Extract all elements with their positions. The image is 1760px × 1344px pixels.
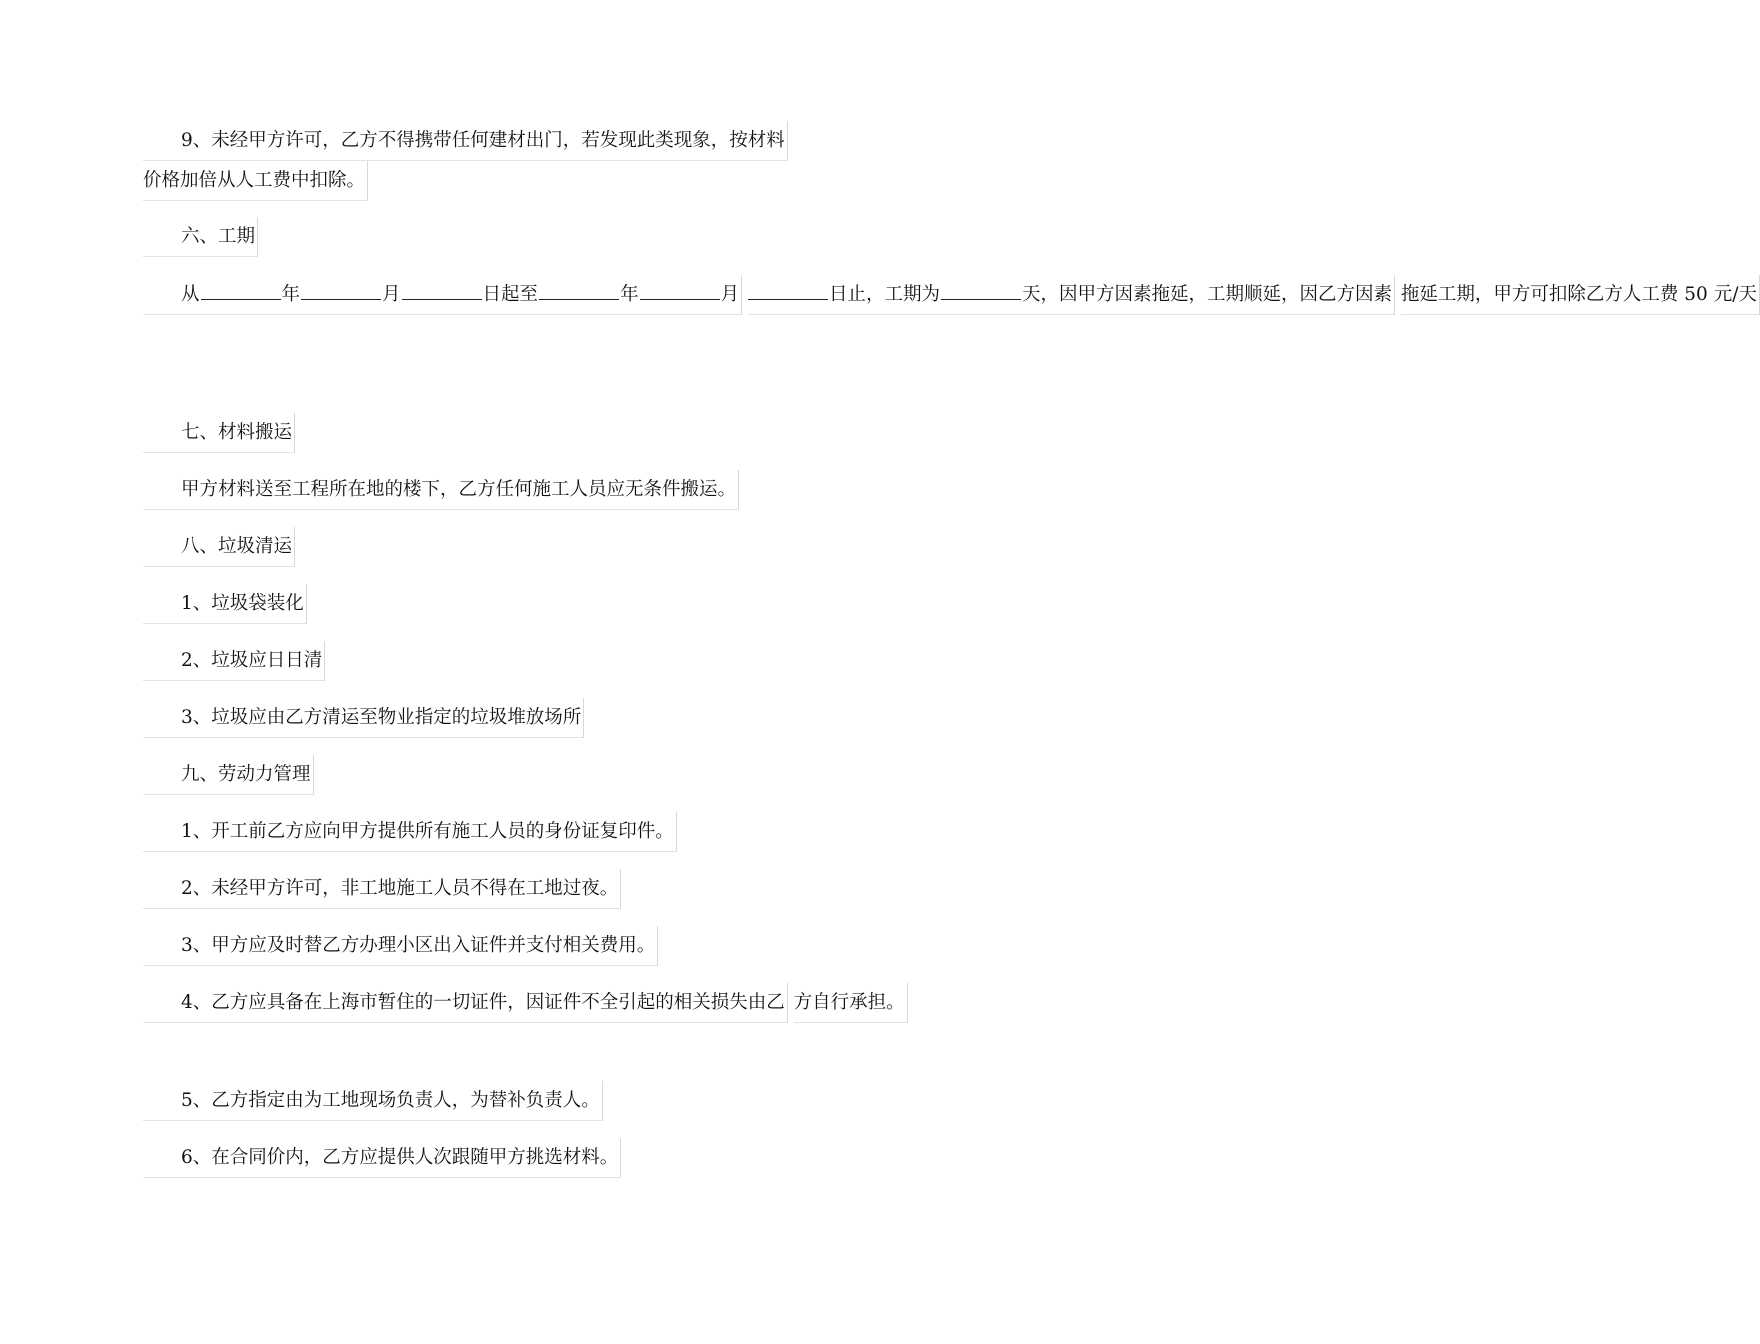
month-label-2: 月 — [720, 284, 740, 305]
year-label: 年 — [281, 284, 301, 305]
section-8-heading-block — [143, 527, 295, 567]
clause-9-line-1: 9、未经甲方许可，乙方不得携带任何建材出门，若发现此类现象，按材料 — [143, 121, 788, 161]
section-9-item-6-block — [143, 1138, 621, 1178]
section-6-line-1 — [143, 275, 742, 315]
end-day-blank — [748, 279, 828, 300]
section-9-heading-block — [143, 755, 314, 795]
section-9-item-1-block — [143, 812, 677, 852]
start-year-blank — [201, 279, 281, 300]
section-8-item-2: 2、垃圾应日日清 — [143, 641, 325, 681]
section-7-body — [143, 470, 739, 510]
clause-9 — [143, 121, 788, 201]
section-6-heading-block — [143, 217, 258, 257]
section-8-item-3: 3、垃圾应由乙方清运至物业指定的垃圾堆放场所 — [143, 698, 584, 738]
section-9-item-5-block — [143, 1081, 603, 1121]
clause-9-line-2: 价格加倍从人工费中扣除。 — [143, 161, 368, 201]
section-9-item-2-block — [143, 869, 621, 909]
section-7-heading: 七、材料搬运 — [143, 413, 295, 453]
year-label-2: 年 — [620, 284, 639, 305]
start-month-blank — [301, 279, 381, 300]
section-9-item-4-line-2: 方自行承担。 — [794, 983, 908, 1023]
start-day-blank — [402, 279, 482, 300]
start-label: 日起至 — [482, 284, 539, 305]
end-month-blank — [640, 279, 720, 300]
end-label: 日止，工期为 — [828, 284, 940, 305]
section-9-item-3-block — [143, 926, 658, 966]
section-9-item-2: 2、未经甲方许可，非工地施工人员不得在工地过夜。 — [143, 869, 621, 909]
duration-blank — [941, 279, 1021, 300]
section-8-item-3-block — [143, 698, 584, 738]
section-6-line-2 — [748, 275, 1395, 315]
section-9-item-4-line-1: 4、乙方应具备在上海市暂住的一切证件，因证件不全引起的相关损失由乙 — [143, 983, 788, 1023]
section-7-text: 甲方材料送至工程所在地的楼下，乙方任何施工人员应无条件搬运。 — [143, 470, 739, 510]
section-6-heading: 六、工期 — [143, 217, 258, 257]
end-year-blank — [539, 279, 619, 300]
section-9-item-3: 3、甲方应及时替乙方办理小区出入证件并支付相关费用。 — [143, 926, 658, 966]
section-8-item-1: 1、垃圾袋装化 — [143, 584, 307, 624]
section-9-item-5: 5、乙方指定由为工地现场负责人，为替补负责人。 — [143, 1081, 603, 1121]
section-7-heading-block — [143, 413, 295, 453]
days-text: 天，因甲方因素拖延，工期顺延，因乙方因素 — [1022, 284, 1393, 305]
month-label: 月 — [382, 284, 401, 305]
section-8-heading: 八、垃圾清运 — [143, 527, 295, 567]
section-9-item-6: 6、在合同价内，乙方应提供人次跟随甲方挑选材料。 — [143, 1138, 621, 1178]
section-9-item-4-block — [143, 983, 908, 1023]
section-6-line-3: 拖延工期，甲方可扣除乙方人工费 50 元/天 — [1401, 275, 1760, 315]
from-label: 从 — [181, 284, 200, 305]
section-6-body — [143, 275, 1760, 315]
section-8-item-1-block — [143, 584, 307, 624]
section-9-item-1: 1、开工前乙方应向甲方提供所有施工人员的身份证复印件。 — [143, 812, 677, 852]
section-8-item-2-block — [143, 641, 325, 681]
section-9-heading: 九、劳动力管理 — [143, 755, 314, 795]
